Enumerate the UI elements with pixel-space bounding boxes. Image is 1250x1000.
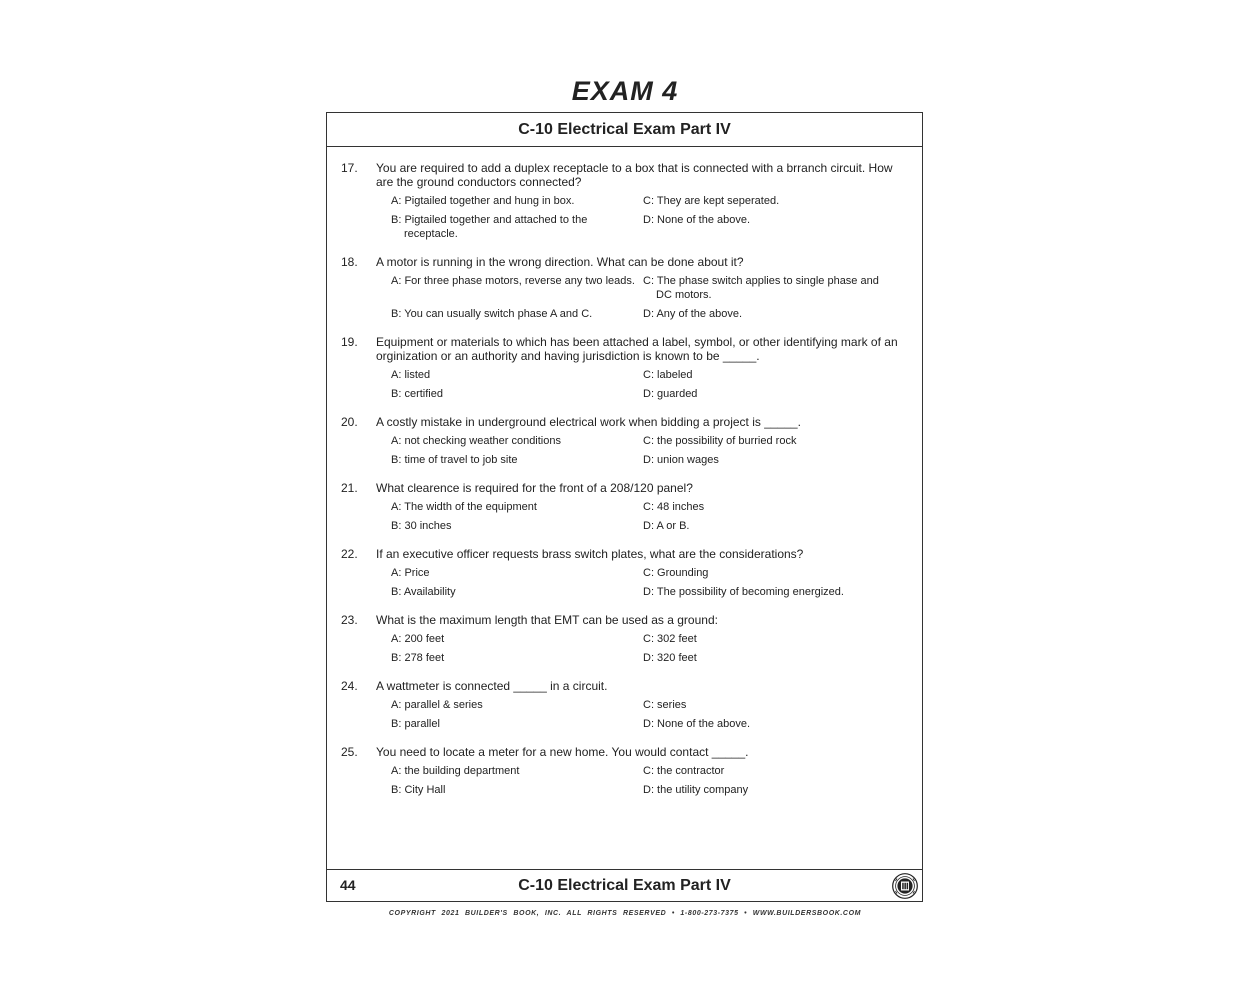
answer-d: D: guarded <box>643 388 698 400</box>
copyright-notice: COPYRIGHT 2021 BUILDER'S BOOK, INC. ALL RIGHTS RESERVED • 1-800-273-7375 • WWW.BUILDERSBOOK.COM <box>388 910 862 917</box>
answer-c: C: They are kept seperated. <box>643 195 780 207</box>
answer-a: A: the building department <box>391 765 520 777</box>
answer-c: C: the possibility of burried rock <box>643 435 797 447</box>
question-number: 23. <box>341 613 358 627</box>
footer-title: C-10 Electrical Exam Part IV <box>518 877 731 894</box>
answer-c: C: The phase switch applies to single phase and DC motors. <box>643 275 879 301</box>
question-text: What clearence is required for the front of a 208/120 panel? <box>376 481 693 495</box>
answer-options <box>391 368 922 401</box>
answer-d: D: A or B. <box>643 520 690 532</box>
answer-b: B: Availability <box>391 586 456 598</box>
question-text: If an executive officer requests brass switch plates, what are the considerations? <box>376 547 804 561</box>
question-number: 21. <box>341 481 358 495</box>
question-text: A motor is running in the wrong direction. What can be done about it? <box>376 255 744 269</box>
exam-title: EXAM 4 <box>571 76 679 106</box>
answer-a: A: parallel & series <box>391 699 483 711</box>
answer-d: D: Any of the above. <box>643 308 743 320</box>
answer-c: C: the contractor <box>643 765 725 777</box>
question-19 <box>327 335 922 401</box>
answer-options <box>391 764 922 797</box>
answer-options <box>391 566 922 599</box>
answer-options <box>391 274 922 321</box>
question-number: 25. <box>341 745 358 759</box>
page-frame <box>326 112 923 902</box>
question-24 <box>327 679 922 731</box>
question-number: 18. <box>341 255 358 269</box>
answer-b: B: 30 inches <box>391 520 452 532</box>
header-title: C-10 Electrical Exam Part IV <box>327 113 922 147</box>
answer-d: D: 320 feet <box>643 652 697 664</box>
answer-options <box>391 500 922 533</box>
answer-d: D: The possibility of becoming energized. <box>643 586 844 598</box>
answer-options <box>391 632 922 665</box>
answer-d: D: the utility company <box>643 784 749 796</box>
answer-d: D: union wages <box>643 454 719 466</box>
answer-a: A: 200 feet <box>391 633 445 645</box>
answer-a: A: listed <box>391 369 431 381</box>
page-number: 44 <box>340 877 356 893</box>
question-18 <box>327 255 922 321</box>
answer-c: C: 302 feet <box>643 633 697 645</box>
answer-a: A: Price <box>391 567 430 579</box>
question-25 <box>327 745 922 797</box>
answer-b: B: You can usually switch phase A and C. <box>391 308 593 320</box>
answer-b: B: Pigtailed together and attached to the receptacle. <box>391 214 588 240</box>
question-text: You are required to add a duplex receptacle to a box that is connected with a brranch circuit. How are the ground conductors connected? <box>376 161 893 189</box>
answer-c: C: Grounding <box>643 567 709 579</box>
question-number: 17. <box>341 161 358 175</box>
builders-book-seal-icon <box>892 873 918 899</box>
answer-b: B: 278 feet <box>391 652 445 664</box>
question-number: 20. <box>341 415 358 429</box>
answer-b: B: time of travel to job site <box>391 454 518 466</box>
answer-b: B: City Hall <box>391 784 446 796</box>
question-text: What is the maximum length that EMT can be used as a ground: <box>376 613 718 627</box>
answer-c: C: 48 inches <box>643 501 705 513</box>
question-22 <box>327 547 922 599</box>
question-text: A costly mistake in underground electrical work when bidding a project is _____. <box>376 415 801 429</box>
answer-c: C: series <box>643 699 687 711</box>
answer-a: A: not checking weather conditions <box>391 435 561 447</box>
answer-b: B: parallel <box>391 718 440 730</box>
answer-options <box>391 434 922 467</box>
page-footer <box>327 869 922 901</box>
question-text: A wattmeter is connected _____ in a circuit. <box>376 679 608 693</box>
question-number: 22. <box>341 547 358 561</box>
question-text: Equipment or materials to which has been attached a label, symbol, or other identifying mark of an orginization or an authority and having jurisdiction is known to be _____. <box>376 335 898 363</box>
answer-d: D: None of the above. <box>643 214 751 226</box>
question-number: 24. <box>341 679 358 693</box>
answer-d: D: None of the above. <box>643 718 751 730</box>
question-text: You need to locate a meter for a new home. You would contact _____. <box>376 745 749 759</box>
question-17 <box>327 161 922 241</box>
answer-a: A: For three phase motors, reverse any two leads. <box>391 275 635 287</box>
question-23 <box>327 613 922 665</box>
answer-options <box>391 698 922 731</box>
answer-options <box>391 194 922 241</box>
question-20 <box>327 415 922 467</box>
question-number: 19. <box>341 335 358 349</box>
answer-a: A: Pigtailed together and hung in box. <box>391 195 575 207</box>
answer-c: C: labeled <box>643 369 693 381</box>
question-21 <box>327 481 922 533</box>
answer-a: A: The width of the equipment <box>391 501 537 513</box>
answer-b: B: certified <box>391 388 443 400</box>
question-list <box>327 161 922 811</box>
